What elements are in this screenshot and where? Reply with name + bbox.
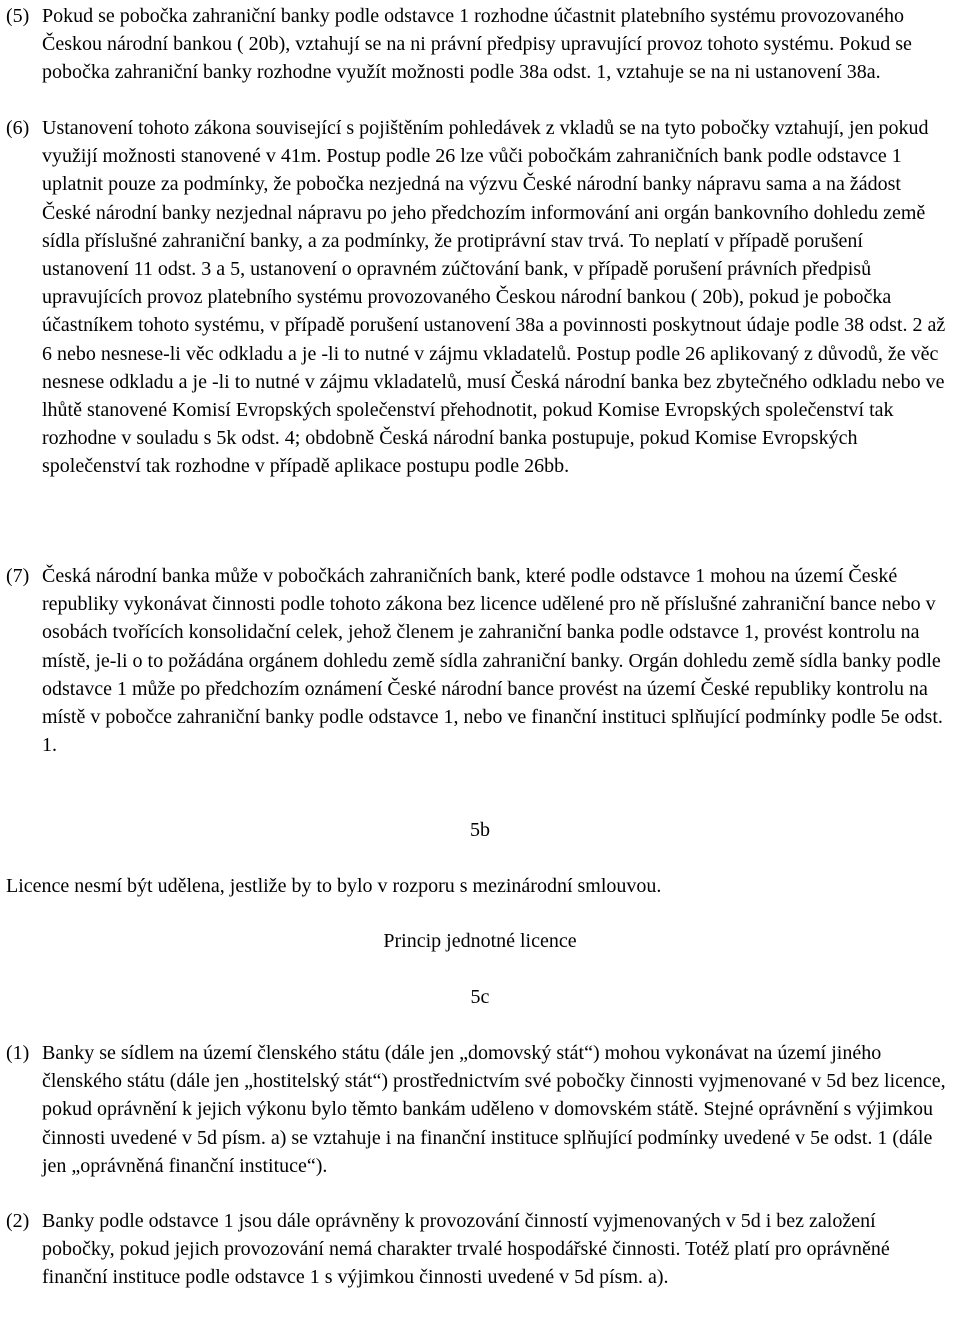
paragraph-number: (7) <box>6 565 30 587</box>
section-heading-5c: 5c <box>470 986 490 1008</box>
paragraph-number: (1) <box>6 1042 30 1064</box>
paragraph-6 <box>0 114 960 481</box>
paragraph-5 <box>0 2 960 87</box>
paragraph-5c-1 <box>0 1039 960 1180</box>
section-heading-5b: 5b <box>470 819 490 841</box>
paragraph-number: (2) <box>6 1210 30 1232</box>
paragraph-text: Banky se sídlem na území členského státu (dále jen „domovský stát“) mohou vykonávat na území jiného členského státu (dále jen „hostitelský stát“) prostřednictvím své pobočky činnosti vyjmenované v 5d bez licence, pokud oprávnění k jejich výkonu bylo těmto bankám uděleno v domovském státě. Stejné oprávnění s výjimkou činnosti uvedené v 5d písm. a) se vztahuje i na finanční instituce splňující podmínky uvedené v 5e odst. 1 (dále jen „oprávněná finanční instituce“). <box>42 1042 946 1177</box>
paragraph-number: (6) <box>6 117 30 139</box>
paragraph-text: Pokud se pobočka zahraniční banky podle odstavce 1 rozhodne účastnit platebního systému provozovaného Českou národní bankou ( 20b), vztahují se na ni právní předpisy upravující provoz tohoto systému. Pokud se pobočka zahraniční banky rozhodne využít možnosti podle 38a odst. 1, vztahuje se na ni ustanovení 38a. <box>42 5 912 84</box>
section-title: Princip jednotné licence <box>383 930 577 952</box>
paragraph-5c-2 <box>0 1207 960 1292</box>
paragraph-text: Banky podle odstavce 1 jsou dále oprávněny k provozování činností vyjmenovaných v 5d i bez založení pobočky, pokud jejich provozování nemá charakter trvalé hospodářské činnosti. Totéž platí pro oprávněné finanční instituce podle odstavce 1 s výjimkou činnosti uvedené v 5d písm. a). <box>42 1210 890 1289</box>
paragraph-text: Ustanovení tohoto zákona související s pojištěním pohledávek z vkladů se na tyto pobočky vztahují, jen pokud využijí možnosti stanovené v 41m. Postup podle 26 lze vůči pobočkám zahraničních bank podle odstavce 1 uplatnit pouze za podmínky, že pobočka nezjedná na výzvu České národní banky nápravu sama a na žádost České národní banky nezjednal nápravu po jeho předchozím informování ani orgán bankovního dohledu země sídla příslušné zahraniční banky, a za podmínky, že protiprávní stav trvá. To neplatí v případě porušení ustanovení 11 odst. 3 a 5, ustanovení o opravném zúčtování bank, v případě porušení právních předpisů upravujících provoz platebního systému provozovaného Českou národní bankou ( 20b), pokud je pobočka účastníkem tohoto systému, v případě porušení ustanovení 38a a povinnosti poskytnout údaje podle 38 odst. 2 až 6 nebo nesnese-li věc odkladu a je -li to nutné v zájmu vkladatelů. Postup podle 26 aplikovaný z důvodů, že věc nesnese odkladu a je -li to nutné v zájmu vkladatelů, musí Česká národní banka bez zbytečného odkladu nebo ve lhůtě stanovené Komisí Evropských společenství přehodnotit, pokud Komise Evropských společenství tak rozhodne v souladu s 5k odst. 4; obdobně Česká národní banka postupuje, pokud Komise Evropských společenství tak rozhodne v případě aplikace postupu podle 26bb. <box>42 117 946 478</box>
paragraph-7 <box>0 562 960 759</box>
paragraph-number: (5) <box>6 5 30 27</box>
paragraph-text: Česká národní banka může v pobočkách zahraničních bank, které podle odstavce 1 mohou na území České republiky vykonávat činnosti podle tohoto zákona bez licence udělené pro ně příslušné zahraniční bance nebo v osobách tvořících konsolidační celek, jehož členem je zahraniční banka podle odstavce 1, provést kontrolu na místě, je-li o to požádána orgánem dohledu země sídla zahraniční banky. Orgán dohledu země sídla banky podle odstavce 1 může po předchozím oznámení České národní bance provést na území České republiky kontrolu na místě v pobočce zahraniční banky podle odstavce 1, nebo ve finanční instituci splňující podmínky podle 5e odst. 1. <box>42 565 943 757</box>
licence-statement: Licence nesmí být udělena, jestliže by to bylo v rozporu s mezinárodní smlouvou. <box>6 875 662 897</box>
